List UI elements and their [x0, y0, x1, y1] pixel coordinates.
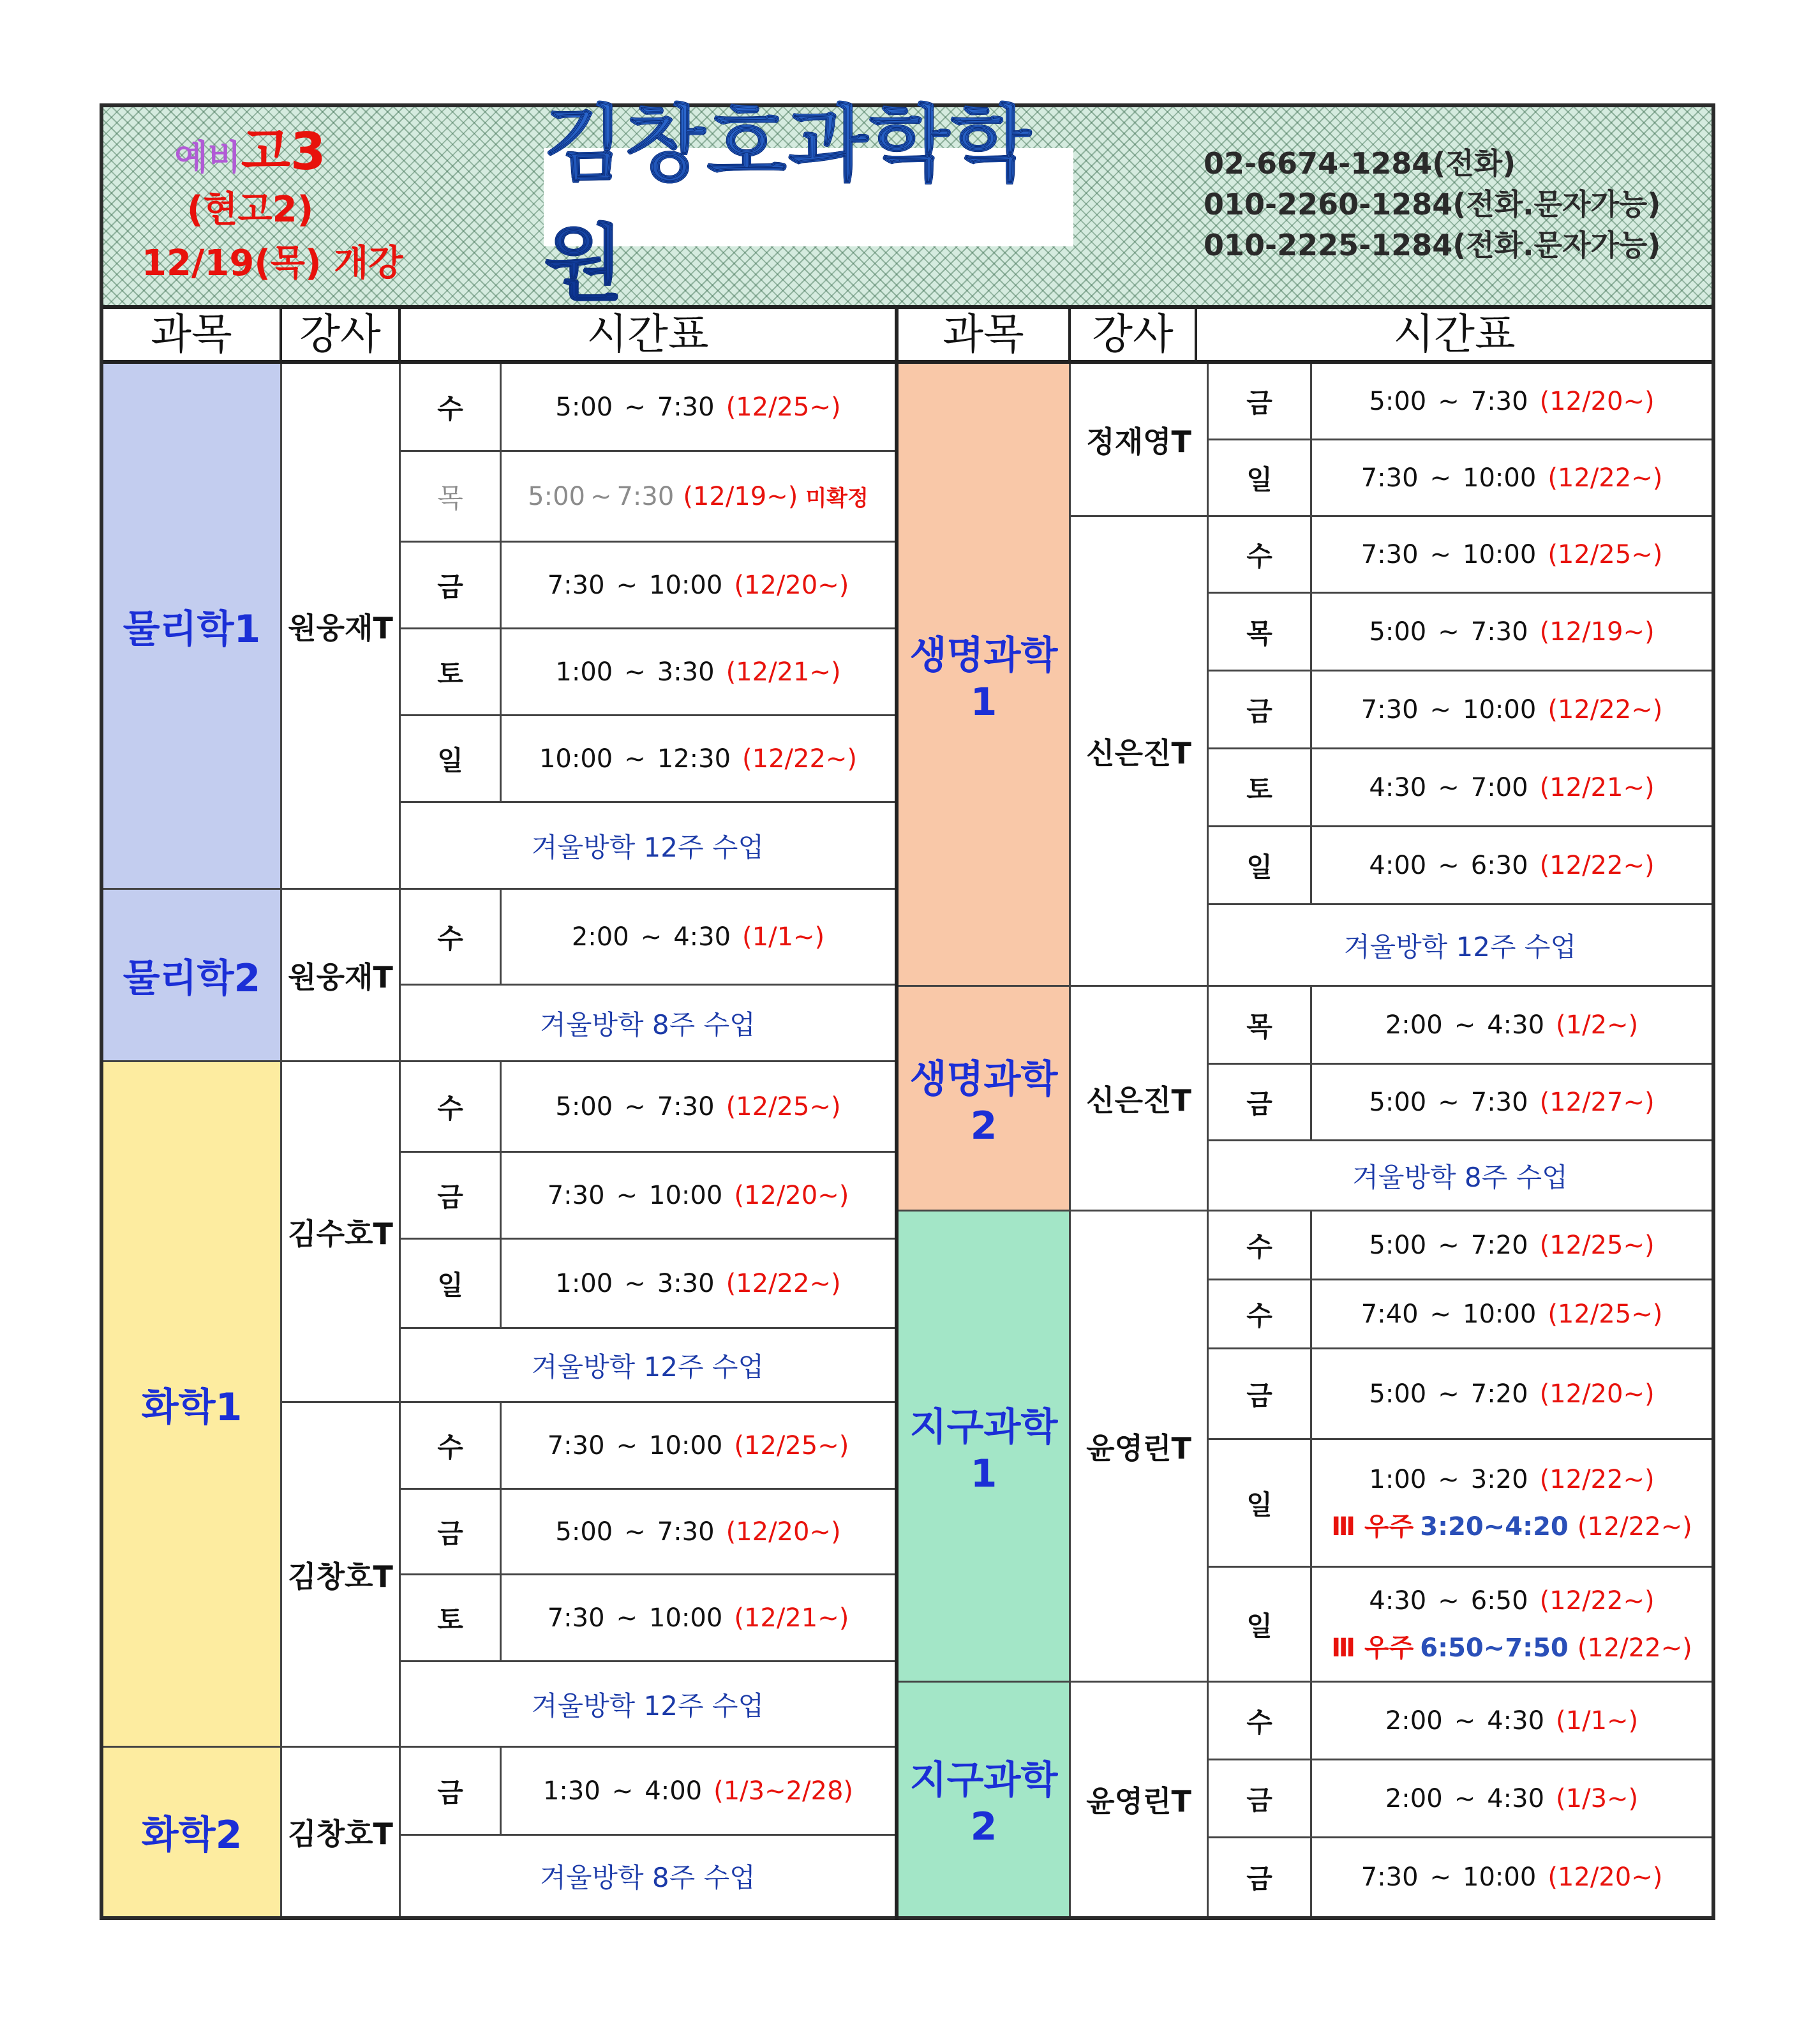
time-cell: 2:00 ~ 4:30 (1/1~): [502, 890, 895, 986]
course-note: 겨울방학 12주 수업: [401, 803, 895, 890]
time-cell: 7:30 ~ 10:00 (12/20~): [502, 1153, 895, 1240]
teacher-chem1-a: 김수호T: [282, 1062, 401, 1403]
time-cell: 2:00 ~ 4:30 (1/1~): [1312, 1683, 1712, 1760]
teacher-chem2: 김창호T: [282, 1748, 401, 1916]
contact-info: [1204, 143, 1660, 266]
time-cell: 5:00 ~ 7:30 (12/27~): [1312, 1065, 1712, 1141]
course-note: 겨울방학 12주 수업: [401, 1329, 895, 1403]
time-cell: 5:00 ~ 7:30 (12/25~): [502, 364, 895, 452]
day-cell: 금: [1209, 364, 1312, 440]
subject-bio1: 생명과학1: [899, 364, 1071, 987]
time-cell: 1:30 ~ 4:00 (1/3~2/28): [502, 1748, 895, 1836]
contact-phone-1: 02-6674-1284(전화): [1204, 146, 1516, 181]
col-subject: 과목: [103, 309, 282, 360]
right-column-header: [899, 309, 1712, 364]
grade-label: 고3: [241, 122, 326, 181]
teacher-physics2: 원웅재T: [282, 890, 401, 1062]
opening-date: 12/19(목) 개강: [142, 243, 403, 284]
day-cell: 금: [1209, 1065, 1312, 1141]
day-cell: 금: [1209, 1760, 1312, 1838]
time-cell: 1:00 ~ 3:30 (12/21~): [502, 629, 895, 716]
time-cell: 5:00 ~ 7:20 (12/20~): [1312, 1349, 1712, 1440]
day-cell: 수: [401, 1403, 502, 1490]
subject-earth1: 지구과학1: [899, 1212, 1071, 1683]
time-cell: 5:00 ~ 7:30 (12/20~): [1312, 364, 1712, 440]
day-cell: 목: [401, 452, 502, 543]
space-unit-session: Ⅲ 우주 6:50~7:50 (12/22~): [1331, 1633, 1692, 1663]
course-note: 겨울방학 12주 수업: [1209, 905, 1712, 987]
course-intro: [142, 122, 403, 290]
day-cell: 수: [1209, 1280, 1312, 1349]
time-cell: 5:00 ~ 7:30 (12/25~): [502, 1062, 895, 1153]
time-cell: 4:30 ~ 7:00 (12/21~): [1312, 749, 1712, 827]
time-cell-tentative: 5:00 ~ 7:30 (12/19~) 미확정: [502, 452, 895, 543]
day-cell: 일: [1209, 1440, 1312, 1568]
time-cell: 7:30 ~ 10:00 (12/20~): [502, 543, 895, 629]
time-cell: 7:30 ~ 10:00 (12/22~): [1312, 671, 1712, 749]
teacher-earth1: 윤영린T: [1071, 1212, 1209, 1683]
day-cell: 수: [1209, 1212, 1312, 1280]
timetable-sheet: [100, 96, 1715, 1920]
col-schedule: 시간표: [586, 310, 709, 359]
contact-phone-3: 010-2225-1284(전화.문자가능): [1204, 228, 1661, 262]
day-cell: 목: [1209, 594, 1312, 671]
tentative-badge: 미확정: [805, 486, 869, 511]
day-cell: 일: [1209, 827, 1312, 905]
subject-chem1: 화학1: [103, 1062, 282, 1748]
time-cell: 2:00 ~ 4:30 (1/2~): [1312, 987, 1712, 1065]
teacher-bio1-b: 신은진T: [1071, 517, 1209, 987]
col-teacher: 강사: [1071, 309, 1197, 360]
teacher-chem1-b: 김창호T: [282, 1403, 401, 1748]
day-cell: 수: [401, 364, 502, 452]
time-cell: 7:30 ~ 10:00 (12/22~): [1312, 440, 1712, 517]
course-note: 겨울방학 8주 수업: [401, 986, 895, 1062]
teacher-bio1-a: 정재영T: [1071, 364, 1209, 517]
col-schedule: 시간표: [1393, 310, 1516, 359]
col-teacher: 강사: [282, 309, 401, 360]
day-cell: 일: [401, 716, 502, 803]
day-cell: 수: [1209, 517, 1312, 594]
subject-bio2: 생명과학2: [899, 987, 1071, 1212]
subject-earth2: 지구과학2: [899, 1683, 1071, 1916]
day-cell: 금: [401, 1153, 502, 1240]
subject-physics2: 물리학2: [103, 890, 282, 1062]
time-cell: 7:30 ~ 10:00 (12/25~): [1312, 517, 1712, 594]
time-cell: 2:00 ~ 4:30 (1/3~): [1312, 1760, 1712, 1838]
time-cell: 5:00 ~ 7:20 (12/25~): [1312, 1212, 1712, 1280]
day-cell: 금: [1209, 1349, 1312, 1440]
teacher-bio2: 신은진T: [1071, 987, 1209, 1212]
left-column-header: [103, 309, 895, 364]
contact-phone-2: 010-2260-1284(전화.문자가능): [1204, 187, 1661, 221]
subject-chem2: 화학2: [103, 1748, 282, 1916]
current-grade: (현고2): [186, 189, 314, 230]
time-cell: 1:00 ~ 3:30 (12/22~): [502, 1240, 895, 1329]
day-cell: 토: [401, 1575, 502, 1662]
time-cell: 4:00 ~ 6:30 (12/22~): [1312, 827, 1712, 905]
day-cell: 금: [401, 543, 502, 629]
time-cell-double: 1:00 ~ 3:20 (12/22~) Ⅲ 우주 3:20~4:20 (12/22~): [1312, 1440, 1712, 1568]
time-cell: 7:30 ~ 10:00 (12/25~): [502, 1403, 895, 1490]
header-banner: [103, 96, 1712, 312]
day-cell: 일: [1209, 440, 1312, 517]
time-cell: 7:30 ~ 10:00 (12/20~): [1361, 1863, 1663, 1892]
col-subject: 과목: [899, 309, 1071, 360]
day-cell: 금: [401, 1748, 502, 1836]
course-note: 겨울방학 8주 수업: [1209, 1141, 1712, 1212]
day-cell: 금: [1209, 671, 1312, 749]
pre-label: 예비: [174, 137, 241, 177]
day-cell: 토: [401, 629, 502, 716]
day-cell: 일: [401, 1240, 502, 1329]
time-cell: 10:00 ~ 12:30 (12/22~): [502, 716, 895, 803]
day-cell: 일: [1209, 1568, 1312, 1683]
time-cell-double: 4:30 ~ 6:50 (12/22~) Ⅲ 우주 6:50~7:50 (12/22~): [1312, 1568, 1712, 1683]
day-cell: 수: [1209, 1683, 1312, 1760]
day-cell: 목: [1209, 987, 1312, 1065]
subject-physics1: 물리학1: [103, 364, 282, 890]
time-cell: 5:00 ~ 7:30 (12/19~): [1312, 594, 1712, 671]
course-note: 겨울방학 8주 수업: [540, 1862, 756, 1893]
space-unit-session: Ⅲ 우주 3:20~4:20 (12/22~): [1331, 1512, 1692, 1542]
day-cell: 금: [401, 1490, 502, 1575]
day-cell: 토: [1209, 749, 1312, 827]
day-cell: 금: [1209, 1838, 1312, 1916]
teacher-earth2: 윤영린T: [1071, 1683, 1209, 1916]
time-cell: 7:30 ~ 10:00 (12/21~): [502, 1575, 895, 1662]
time-cell: 7:40 ~ 10:00 (12/25~): [1312, 1280, 1712, 1349]
academy-name: 김창호과학학원: [544, 78, 1073, 317]
academy-logo: [544, 96, 1073, 312]
teacher-physics1: 원웅재T: [282, 364, 401, 890]
day-cell: 수: [401, 890, 502, 986]
course-note: 겨울방학 12주 수업: [401, 1662, 895, 1748]
time-cell: 5:00 ~ 7:30 (12/20~): [502, 1490, 895, 1575]
day-cell: 수: [401, 1062, 502, 1153]
